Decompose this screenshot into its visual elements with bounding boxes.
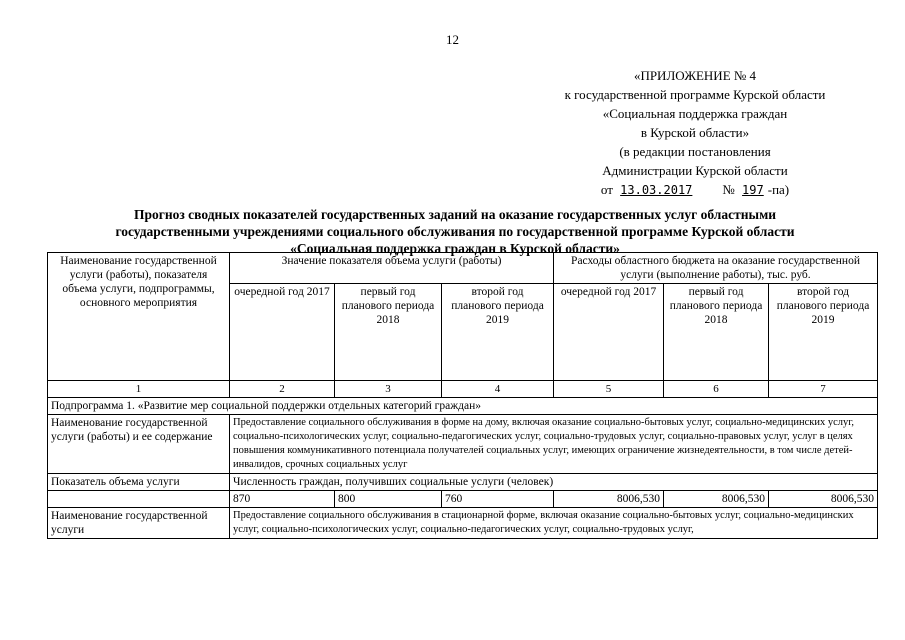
subprogram-row (48, 398, 878, 415)
header-budget-group: Расходы областного бюджета на оказание государственной услуги (выполнение работы), тыс. руб. (554, 253, 878, 284)
table-row (48, 474, 878, 491)
title-line: Прогноз сводных показателей государственных заданий на оказание государственных услуг областными (133, 207, 777, 222)
value-cell: 8006,530 (664, 491, 769, 508)
appendix-date-line (540, 180, 850, 200)
document-title (30, 206, 880, 257)
service-description: Предоставление социального обслуживания в стационарной форме, включая оказание социально-бытовых услуг, социально-медицинских услуг, социально-психологических услуг, социально-педагогических услуг, социально-трудовых услуг, (230, 508, 878, 539)
page-number: 12 (446, 32, 459, 47)
table-row (48, 508, 878, 539)
header-subcolumn: очередной год 2017 (554, 284, 664, 381)
table-row (48, 491, 878, 508)
row-label: Наименование государственной услуги (работы) и ее содержание (48, 415, 230, 474)
value-cell: 8006,530 (769, 491, 878, 508)
column-number: 1 (48, 381, 230, 398)
appendix-line: к государственной программе Курской области (564, 87, 826, 102)
decree-number: 197 (742, 183, 764, 197)
column-number: 6 (664, 381, 769, 398)
column-numbers-row (48, 381, 878, 398)
value-cell: 800 (335, 491, 442, 508)
column-number: 3 (335, 381, 442, 398)
header-subcolumn: очередной год 2017 (230, 284, 335, 381)
header-volume-group: Значение показателя объема услуги (работы) (230, 253, 554, 284)
header-subcolumn: первый год планового периода 2018 (335, 284, 442, 381)
value-cell: 870 (230, 491, 335, 508)
appendix-line: в Курской области» (640, 125, 750, 140)
table-row (48, 415, 878, 474)
decree-date: 13.03.2017 (620, 183, 693, 197)
date-prefix: от (600, 182, 613, 197)
column-number: 2 (230, 381, 335, 398)
header-subcolumn: второй год планового периода 2019 (442, 284, 554, 381)
column-number: 4 (442, 381, 554, 398)
row-label: Показатель объема услуги (48, 474, 230, 491)
number-suffix: -па) (767, 182, 790, 197)
title-line: государственными учреждениями социального обслуживания по государственной программе Курской области (115, 224, 795, 239)
service-description: Предоставление социального обслуживания в форме на дому, включая оказание социально-бытовых услуг, социально-медицинских услуг, социально-психологических услуг, социально-педагогических услуг, социально-трудовых услуг, социально-правовых услуг, услуг в целях повышения коммуникативного потенциала получателей социальных услуг, имеющих ограничение жизнедеятельности, в том числе детей-инвалидов, срочных социальных услуг (230, 415, 878, 474)
empty-cell (48, 491, 230, 508)
title-line: «Социальная поддержка граждан в Курской области» (290, 241, 620, 256)
subprogram-title: Подпрограмма 1. «Развитие мер социальной поддержки отдельных категорий граждан» (48, 398, 878, 415)
forecast-table (47, 252, 878, 539)
header-subcolumn: первый год планового периода 2018 (664, 284, 769, 381)
appendix-line: (в редакции постановления (619, 144, 771, 159)
column-number: 5 (554, 381, 664, 398)
value-cell: 760 (442, 491, 554, 508)
header-subcolumn: второй год планового периода 2019 (769, 284, 878, 381)
number-prefix: № (722, 182, 735, 197)
indicator-description: Численность граждан, получивших социальные услуги (человек) (230, 474, 878, 491)
appendix-line: «ПРИЛОЖЕНИЕ № 4 (633, 68, 757, 83)
header-row (48, 253, 878, 284)
appendix-line: «Социальная поддержка граждан (602, 106, 788, 121)
row-label: Наименование государственной услуги (48, 508, 230, 539)
column-number: 7 (769, 381, 878, 398)
header-name-column: Наименование государственной услуги (работы), показателя объема услуги, подпрограммы, основного мероприятия (48, 253, 230, 381)
appendix-block (540, 66, 850, 200)
value-cell: 8006,530 (554, 491, 664, 508)
appendix-line: Администрации Курской области (602, 163, 788, 178)
